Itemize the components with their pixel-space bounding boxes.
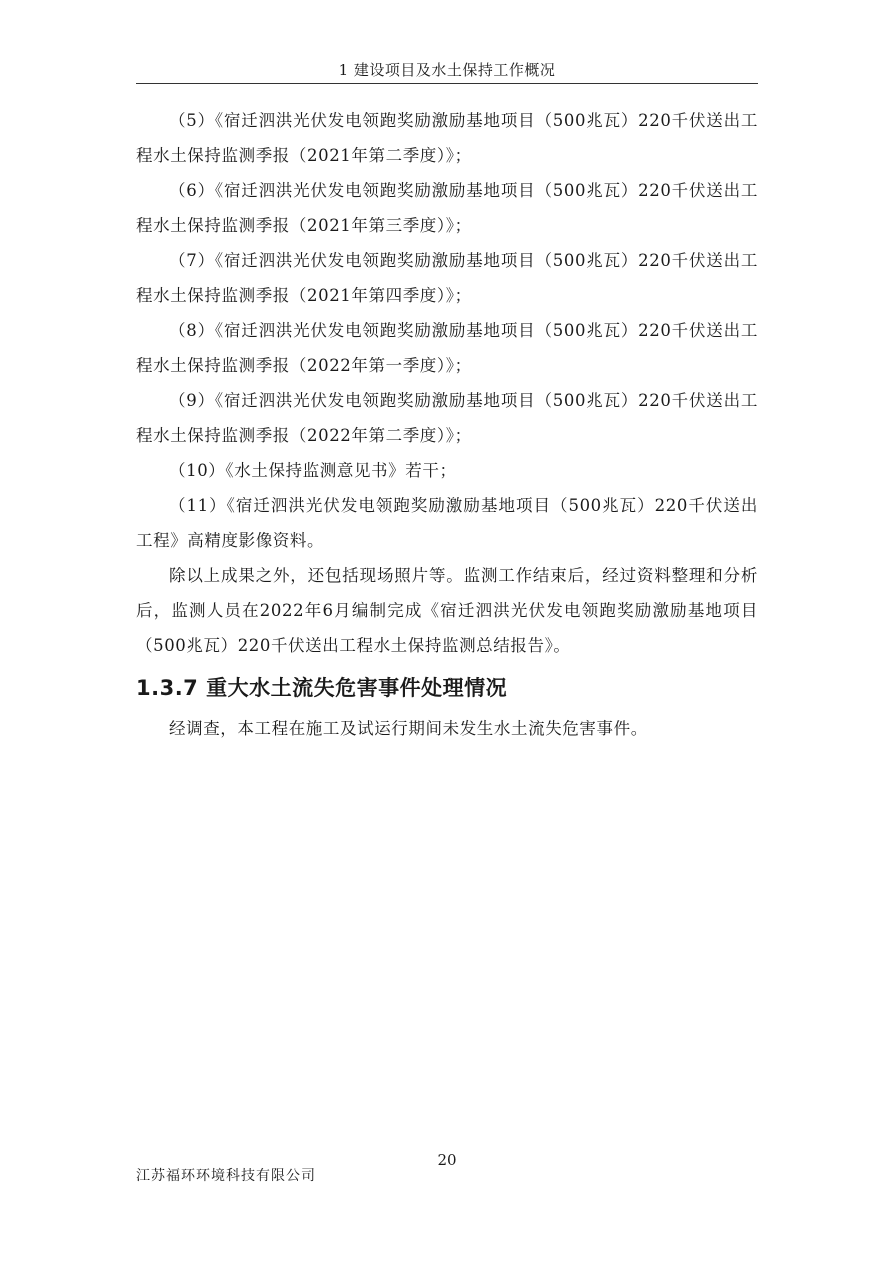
- list-item-10: （10）《水土保持监测意见书》若干；: [169, 461, 457, 480]
- list-item-5: （5）《宿迁泗洪光伏发电领跑奖励激励基地项目（500兆瓦）220千伏送出工程水土保持监测季报（2021年第二季度）》；: [136, 111, 758, 165]
- list-item-8: （8）《宿迁泗洪光伏发电领跑奖励激励基地项目（500兆瓦）220千伏送出工程水土保持监测季报（2022年第一季度）》；: [136, 321, 758, 375]
- list-item-11: （11）《宿迁泗洪光伏发电领跑奖励激励基地项目（500兆瓦）220千伏送出工程》高精度影像资料。: [136, 496, 758, 550]
- list-item-6: （6）《宿迁泗洪光伏发电领跑奖励激励基地项目（500兆瓦）220千伏送出工程水土保持监测季报（2021年第三季度）》；: [136, 181, 758, 235]
- section-heading: 1.3.7 重大水土流失危害事件处理情况: [136, 676, 508, 700]
- running-header: 1 建设项目及水土保持工作概况: [338, 61, 556, 79]
- company-name: 江苏福环环境科技有限公司: [136, 1168, 316, 1184]
- page-content: [136, 103, 758, 746]
- section-body: 经调查，本工程在施工及试运行期间未发生水土流失危害事件。: [169, 719, 648, 738]
- list-item-7: （7）《宿迁泗洪光伏发电领跑奖励激励基地项目（500兆瓦）220千伏送出工程水土保持监测季报（2021年第四季度）》；: [136, 251, 758, 305]
- list-item-9: （9）《宿迁泗洪光伏发电领跑奖励激励基地项目（500兆瓦）220千伏送出工程水土保持监测季报（2022年第二季度）》；: [136, 391, 758, 445]
- summary-paragraph: 除以上成果之外，还包括现场照片等。监测工作结束后，经过资料整理和分析后，监测人员在2022年6月编制完成《宿迁泗洪光伏发电领跑奖励激励基地项目（500兆瓦）220千伏送出工程水土保持监测总结报告》。: [136, 566, 758, 655]
- page-number: 20: [437, 1151, 457, 1169]
- header-rule: [136, 83, 758, 84]
